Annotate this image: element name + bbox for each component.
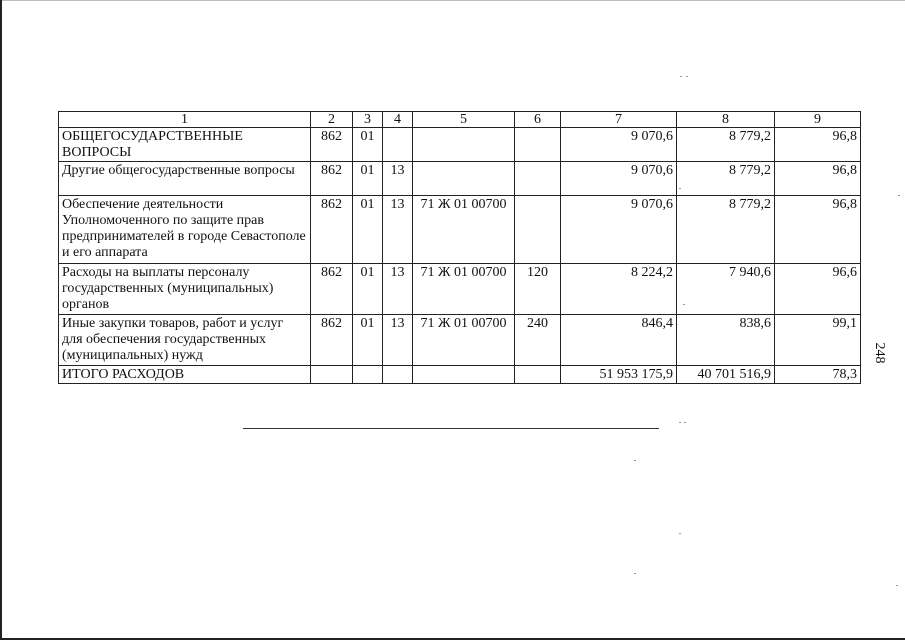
- row-planned: 8 224,2: [561, 264, 677, 315]
- empty-cell: [353, 366, 383, 384]
- total-label: ИТОГО РАСХОДОВ: [59, 366, 311, 384]
- row-executed: 838,6: [677, 315, 775, 366]
- table-row: [59, 162, 861, 196]
- row-csr: 71 Ж 01 00700: [413, 264, 515, 315]
- scan-speck: [679, 422, 681, 423]
- row-rz: 01: [353, 196, 383, 264]
- row-vr: [515, 162, 561, 196]
- total-executed: 40 701 516,9: [677, 366, 775, 384]
- row-percent: 96,8: [775, 162, 861, 196]
- row-planned: 9 070,6: [561, 128, 677, 162]
- row-pr: 13: [383, 196, 413, 264]
- page-left-edge: [0, 0, 2, 640]
- scan-speck: [634, 573, 636, 574]
- row-executed: 7 940,6: [677, 264, 775, 315]
- row-vr: 120: [515, 264, 561, 315]
- column-number: 3: [353, 112, 383, 128]
- row-percent: 96,6: [775, 264, 861, 315]
- scan-speck: [898, 195, 900, 196]
- column-number: 7: [561, 112, 677, 128]
- budget-table: [58, 111, 861, 384]
- row-percent: 96,8: [775, 196, 861, 264]
- page-number: 248: [872, 342, 887, 364]
- column-number: 5: [413, 112, 515, 128]
- page-top-edge: [0, 0, 905, 1]
- column-number: 6: [515, 112, 561, 128]
- total-planned: 51 953 175,9: [561, 366, 677, 384]
- row-planned: 9 070,6: [561, 196, 677, 264]
- row-rz: 01: [353, 315, 383, 366]
- empty-cell: [311, 366, 353, 384]
- total-row: [59, 366, 861, 384]
- row-name: Обеспечение деятельности Уполномоченного по защите прав предпринимателей в городе Севастополе и его аппарата: [59, 196, 311, 264]
- row-csr: [413, 128, 515, 162]
- empty-cell: [383, 366, 413, 384]
- column-number: 2: [311, 112, 353, 128]
- row-ved: 862: [311, 128, 353, 162]
- scan-speck: [679, 533, 681, 534]
- total-percent: 78,3: [775, 366, 861, 384]
- table-row: [59, 196, 861, 264]
- row-vr: [515, 196, 561, 264]
- row-ved: 862: [311, 264, 353, 315]
- row-rz: 01: [353, 162, 383, 196]
- row-planned: 846,4: [561, 315, 677, 366]
- row-rz: 01: [353, 128, 383, 162]
- row-ved: 862: [311, 162, 353, 196]
- table-row: [59, 315, 861, 366]
- closing-rule-line: [243, 428, 659, 429]
- row-pr: [383, 128, 413, 162]
- row-pr: 13: [383, 264, 413, 315]
- row-executed: 8 779,2: [677, 128, 775, 162]
- row-vr: 240: [515, 315, 561, 366]
- table-row: [59, 128, 861, 162]
- row-name: Другие общегосударственные вопросы: [59, 162, 311, 196]
- scan-speck: [679, 188, 681, 189]
- empty-cell: [413, 366, 515, 384]
- table-row: [59, 264, 861, 315]
- row-name: Расходы на выплаты персоналу государственных (муниципальных) органов: [59, 264, 311, 315]
- scan-speck: [686, 76, 688, 77]
- scan-speck: [896, 585, 898, 586]
- column-number-row: [59, 112, 861, 128]
- row-ved: 862: [311, 315, 353, 366]
- row-csr: 71 Ж 01 00700: [413, 315, 515, 366]
- row-percent: 99,1: [775, 315, 861, 366]
- row-rz: 01: [353, 264, 383, 315]
- scan-speck: [683, 304, 685, 305]
- scan-speck: [634, 460, 636, 461]
- scan-speck: [680, 76, 682, 77]
- column-number: 1: [59, 112, 311, 128]
- scan-speck: [684, 422, 686, 423]
- column-number: 8: [677, 112, 775, 128]
- column-number: 9: [775, 112, 861, 128]
- row-name: ОБЩЕГОСУДАРСТВЕННЫЕ ВОПРОСЫ: [59, 128, 311, 162]
- row-percent: 96,8: [775, 128, 861, 162]
- row-csr: 71 Ж 01 00700: [413, 196, 515, 264]
- row-planned: 9 070,6: [561, 162, 677, 196]
- row-vr: [515, 128, 561, 162]
- row-executed: 8 779,2: [677, 196, 775, 264]
- empty-cell: [515, 366, 561, 384]
- column-number: 4: [383, 112, 413, 128]
- row-csr: [413, 162, 515, 196]
- row-executed: 8 779,2: [677, 162, 775, 196]
- row-pr: 13: [383, 315, 413, 366]
- row-name: Иные закупки товаров, работ и услуг для обеспечения государственных (муниципальных) нужд: [59, 315, 311, 366]
- row-ved: 862: [311, 196, 353, 264]
- row-pr: 13: [383, 162, 413, 196]
